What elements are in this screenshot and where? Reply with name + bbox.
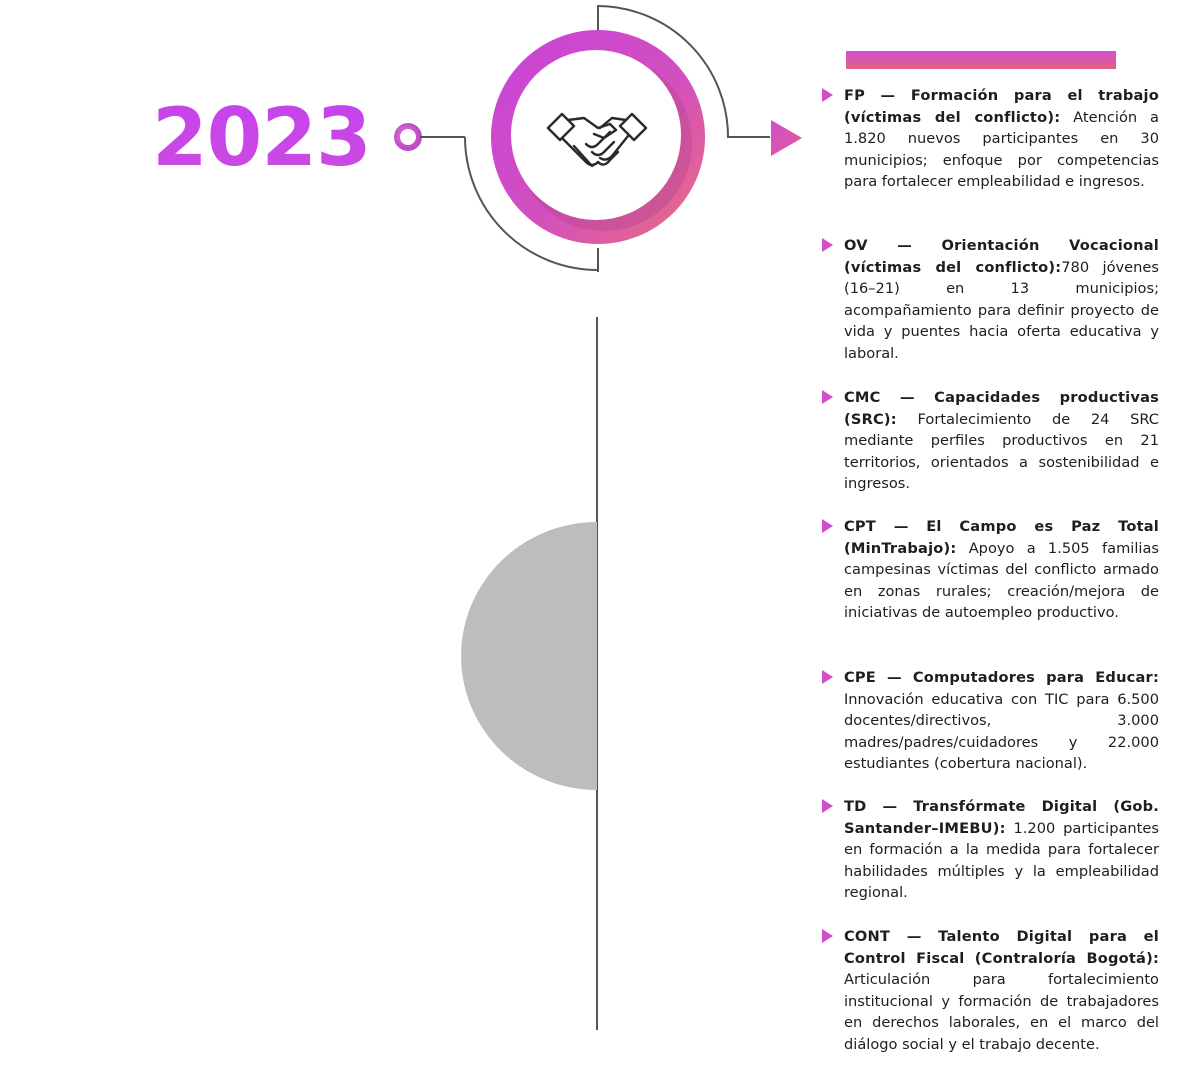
- bullet-triangle-icon: [822, 519, 833, 533]
- item-heading: FP — Formación para el trabajo (víctimas del conflicto):: [844, 87, 1159, 126]
- year-label: 2023: [152, 91, 371, 184]
- list-item: [822, 387, 1159, 495]
- item-text: [844, 926, 1159, 1056]
- item-heading: CMC — Capacidades productivas (SRC):: [844, 389, 1159, 428]
- item-heading: TD — Transfórmate Digital (Gob. Santander–IMEBU):: [844, 798, 1159, 837]
- item-text: [844, 516, 1159, 624]
- item-body: Articulación para fortalecimiento institucional y formación de trabajadores en derechos laborales, en el marco del diálogo social y el trabajo decente.: [844, 971, 1159, 1053]
- item-body: 1.200 participantes en formación a la medida para fortalecer habilidades múltiples y la empleabilidad regional.: [844, 819, 1159, 902]
- item-heading: CPT — El Campo es Paz Total (MinTrabajo):: [844, 518, 1159, 557]
- item-text: [844, 667, 1159, 775]
- item-body: Fortalecimiento de 24 SRC mediante perfiles productivos en 21 territorios, orientados a sostenibilidad e ingresos.: [844, 410, 1159, 493]
- pointer-arrow: [771, 120, 802, 156]
- item-heading: OV — Orientación Vocacional (víctimas del conflicto):: [844, 237, 1159, 276]
- item-text: [844, 387, 1159, 495]
- bullet-triangle-icon: [822, 670, 833, 684]
- item-text: [844, 85, 1159, 193]
- item-body: Innovación educativa con TIC para 6.500 docentes/directivos, 3.000 madres/padres/cuidadores y 22.000 estudiantes (cobertura nacional).: [844, 690, 1159, 773]
- bullet-triangle-icon: [822, 238, 833, 252]
- item-body: 780 jóvenes (16–21) en 13 municipios; acompañamiento para definir proyecto de vida y puentes hacia oferta educativa y laboral.: [844, 258, 1159, 362]
- bullet-triangle-icon: [822, 390, 833, 404]
- list-item: [822, 516, 1159, 624]
- bullet-triangle-icon: [822, 929, 833, 943]
- connector-dot: [397, 126, 419, 148]
- item-text: [844, 235, 1159, 365]
- list-item: [822, 796, 1159, 904]
- item-body: Atención a 1.820 nuevos participantes en 30 municipios; enfoque por competencias para fortalecer empleabilidad e ingresos.: [844, 108, 1159, 191]
- bullet-triangle-icon: [822, 799, 833, 813]
- list-item: [822, 235, 1159, 365]
- item-body: Apoyo a 1.505 familias campesinas víctimas del conflicto armado en zonas rurales; creación/mejora de iniciativas de autoempleo productivo.: [844, 539, 1159, 622]
- item-heading: CONT — Talento Digital para el Control Fiscal (Contraloría Bogotá):: [844, 928, 1159, 967]
- item-heading: CPE — Computadores para Educar:: [844, 669, 1159, 686]
- bullet-triangle-icon: [822, 88, 833, 102]
- list-item: [822, 667, 1159, 775]
- list-item: [822, 85, 1159, 193]
- list-item: [822, 926, 1159, 1056]
- item-text: [844, 796, 1159, 904]
- top-accent-bar: [846, 51, 1116, 69]
- gray-half-circle: [461, 522, 597, 790]
